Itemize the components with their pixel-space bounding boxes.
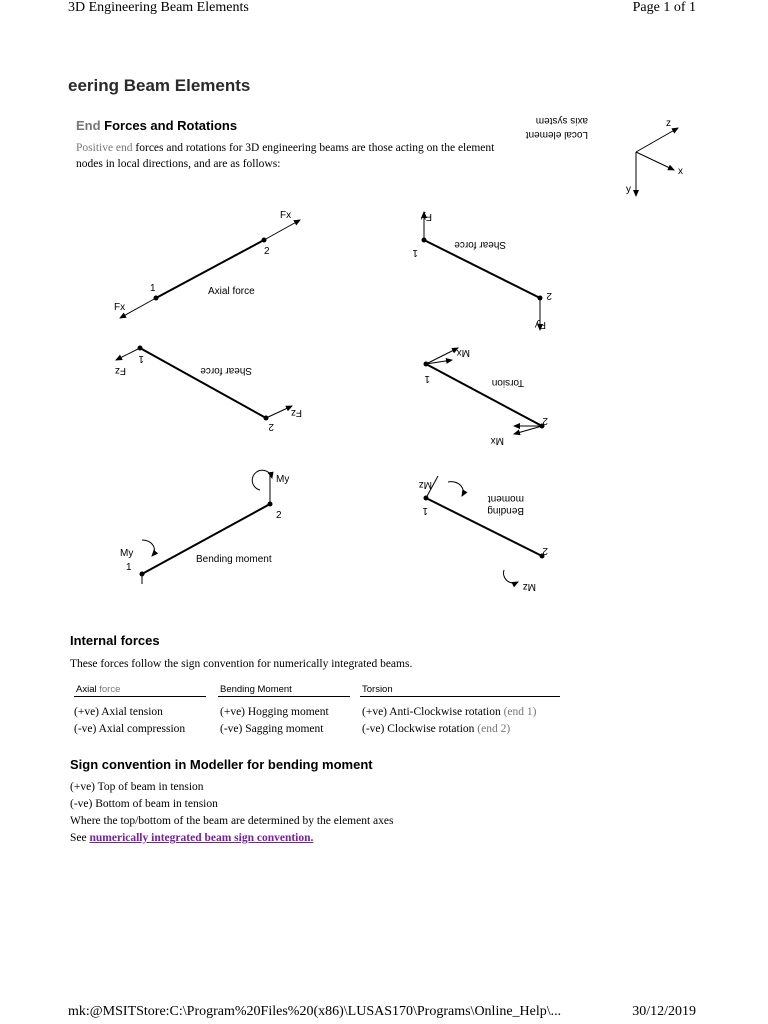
fx-arrow-top xyxy=(264,220,300,240)
column-header-axial-force: force xyxy=(96,684,121,695)
node-1-label: 1 xyxy=(150,283,156,294)
bending-row-2: (-ve) Sagging moment xyxy=(220,723,324,735)
node-2-label: 2 xyxy=(542,415,548,426)
column-header-axial xyxy=(76,684,120,695)
fx-arrow-bottom xyxy=(120,298,156,318)
node-2-label: 2 xyxy=(268,421,274,432)
bending-moment-label: Bending moment xyxy=(196,554,272,565)
torsion-label: Torsion xyxy=(491,377,524,388)
axis-y-label: y xyxy=(626,184,631,195)
shear-force-label: Shear force xyxy=(200,365,252,376)
axis-label-line2: Local element xyxy=(525,129,588,140)
bending-row-1: (+ve) Hogging moment xyxy=(220,706,329,718)
sign-convention-line-3: Where the top/bottom of the beam are determined by the element axes xyxy=(70,815,394,827)
sign-convention-see xyxy=(70,830,313,846)
node-2-label: 2 xyxy=(276,510,282,521)
bending-label-line1: moment xyxy=(487,493,524,504)
internal-forces-heading: Internal forces xyxy=(70,633,160,648)
bending-label-line2: Bending xyxy=(487,505,524,516)
mz-top-label: Mz xyxy=(418,479,432,490)
mz-bottom-label: Mz xyxy=(522,581,536,592)
mz-moment-arrow-bottom xyxy=(504,570,518,583)
fy-bottom-label: Fy xyxy=(534,319,546,330)
section-heading-forces xyxy=(76,118,237,133)
intro-paragraph xyxy=(76,140,556,172)
column-rule-bending xyxy=(218,696,350,697)
torsion-row-1 xyxy=(362,704,536,720)
axial-force-label: Axial force xyxy=(208,286,255,297)
intro-text-line2: nodes in local directions, and are as follows: xyxy=(76,158,281,170)
print-header-page: Page 1 of 1 xyxy=(632,0,696,15)
node-1-label: 1 xyxy=(412,247,418,258)
diagram-bending-moment-z xyxy=(419,476,548,592)
torsion-row-2-note: (end 2) xyxy=(477,723,511,735)
column-header-torsion: Torsion xyxy=(362,684,393,695)
axis-z-label: z xyxy=(666,118,671,129)
beam-line xyxy=(140,348,266,418)
beam-line xyxy=(426,364,542,426)
mz-moment-arrow-top xyxy=(448,482,463,496)
fz-arrow-right xyxy=(266,406,292,418)
my-moment-arrow-left xyxy=(142,540,154,556)
torsion-row-1-text: (+ve) Anti-Clockwise rotation xyxy=(362,706,504,718)
fy-top-label: Fy xyxy=(420,211,432,222)
page-title: eering Beam Elements xyxy=(68,76,251,95)
fz-right-label: Fz xyxy=(290,407,302,418)
intro-text: forces and rotations for 3D engineering beams are those acting on the element xyxy=(132,142,495,154)
column-header-axial-word: Axial xyxy=(76,684,97,695)
beam-force-diagrams xyxy=(100,200,570,610)
diagram-axial-force xyxy=(114,210,300,318)
column-rule-torsion xyxy=(360,696,560,697)
my-top-label: My xyxy=(276,474,290,485)
mx-bottom-label: Mx xyxy=(490,435,504,446)
sign-convention-link[interactable]: numerically integrated beam sign convention. xyxy=(89,832,314,844)
x-axis-line xyxy=(636,152,674,170)
axial-row-2: (-ve) Axial compression xyxy=(74,723,186,735)
diagram-torsion xyxy=(424,347,549,446)
torsion-row-1-note: (end 1) xyxy=(503,706,537,718)
sign-convention-heading: Sign convention in Modeller for bending moment xyxy=(70,757,373,772)
torsion-row-2-text: (-ve) Clockwise rotation xyxy=(362,723,478,735)
node-2-label: 2 xyxy=(546,290,552,301)
heading-part-gray: End xyxy=(76,118,101,133)
diagram-bending-moment-y xyxy=(120,470,289,584)
axis-label-line1: axis system xyxy=(535,115,588,126)
mx-top-label: Mx xyxy=(456,347,470,358)
sign-convention-line-2: (-ve) Bottom of beam in tension xyxy=(70,798,218,810)
print-footer-path: mk:@MSITStore:C:\Program%20Files%20(x86)\LUSAS170\Programs\Online_Help\... xyxy=(68,1004,562,1019)
diagram-shear-force-z xyxy=(115,346,302,433)
shear-force-label: Shear force xyxy=(454,239,506,250)
fx-top-label: Fx xyxy=(280,210,292,221)
node-1-label: 1 xyxy=(422,505,428,516)
node-1-label: 1 xyxy=(138,353,144,364)
sign-convention-line-1: (+ve) Top of beam in tension xyxy=(70,781,204,793)
node-1-label: 1 xyxy=(424,373,430,384)
node-2-label: 2 xyxy=(264,246,270,257)
z-axis-line xyxy=(636,128,678,152)
fx-bottom-label: Fx xyxy=(114,302,126,313)
node-1-label: 1 xyxy=(126,562,132,573)
my-left-label: My xyxy=(120,548,134,559)
internal-forces-intro: These forces follow the sign convention for numerically integrated beams. xyxy=(70,658,413,670)
mx-arrow-bottom-1 xyxy=(514,426,542,434)
axis-x-label: x xyxy=(678,166,683,177)
print-footer-date: 30/12/2019 xyxy=(632,1004,696,1019)
axial-row-1: (+ve) Axial tension xyxy=(74,706,163,718)
column-header-bending: Bending Moment xyxy=(220,684,292,695)
diagram-shear-force-y xyxy=(412,211,552,330)
node-2-label: 2 xyxy=(542,545,548,556)
see-text: See xyxy=(70,832,90,844)
torsion-row-2 xyxy=(362,721,510,737)
heading-part-main: Forces and Rotations xyxy=(100,118,238,133)
intro-gray-text: Positive end xyxy=(76,142,133,154)
fz-left-label: Fz xyxy=(114,365,126,376)
column-rule-axial xyxy=(74,696,206,697)
local-axis-diagram xyxy=(525,112,700,204)
my-moment-arrow-top xyxy=(252,470,272,490)
print-header-title: 3D Engineering Beam Elements xyxy=(68,0,249,15)
fz-arrow-left xyxy=(116,348,140,360)
